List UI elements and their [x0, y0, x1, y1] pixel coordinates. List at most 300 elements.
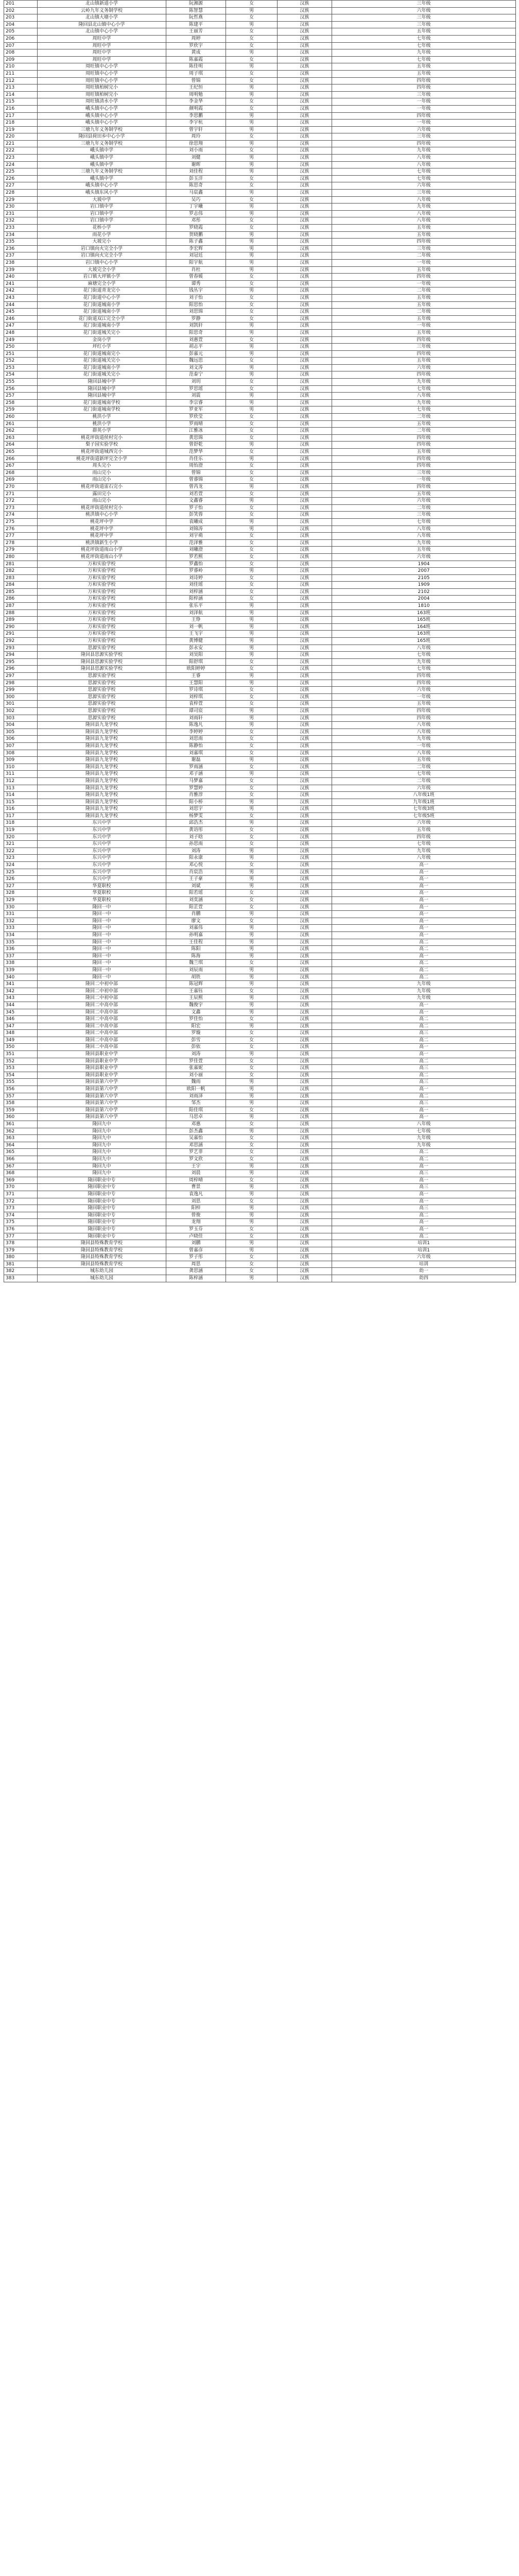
cell-name: 邹杰: [166, 1100, 226, 1107]
cell-sex: 男: [226, 1275, 278, 1282]
cell-sex: 男: [226, 638, 278, 645]
cell-school: 三塘九年义务制学校: [38, 126, 166, 133]
cell-no: 248: [4, 329, 38, 336]
cell-no: 246: [4, 315, 38, 323]
cell-sex: 男: [226, 799, 278, 806]
table-row: [4, 1142, 516, 1149]
table-row: [4, 259, 516, 266]
cell-no: 349: [4, 1037, 38, 1044]
cell-name: 罗鑫怡: [166, 561, 226, 568]
cell-school: 隆回九中: [38, 1142, 166, 1149]
cell-ethnicity: 汉族: [278, 1170, 332, 1177]
cell-sex: 男: [226, 399, 278, 406]
cell-sex: 女: [226, 596, 278, 603]
table-row: [4, 1177, 516, 1184]
cell-no: 250: [4, 344, 38, 351]
cell-name: 周玲: [166, 133, 226, 141]
cell-school: 花门街道城关完小: [38, 371, 166, 379]
table-row: [4, 252, 516, 260]
cell-no: 340: [4, 974, 38, 981]
cell-school: 思源实验学校: [38, 707, 166, 715]
cell-sex: 女: [226, 1044, 278, 1051]
cell-sex: 女: [226, 504, 278, 512]
cell-grade: 三年级: [332, 512, 516, 519]
table-row: [4, 967, 516, 974]
cell-sex: 女: [226, 834, 278, 841]
cell-grade: 三年级: [332, 91, 516, 98]
cell-school: 露田完小: [38, 490, 166, 498]
cell-ethnicity: 汉族: [278, 1212, 332, 1219]
cell-grade: 五年级: [332, 225, 516, 232]
table-row: [4, 539, 516, 547]
cell-ethnicity: 汉族: [278, 63, 332, 71]
cell-no: 296: [4, 666, 38, 673]
cell-grade: 高二: [332, 1093, 516, 1100]
cell-name: 刘宇萌: [166, 533, 226, 540]
cell-no: 273: [4, 504, 38, 512]
cell-grade: 一年级: [332, 280, 516, 287]
cell-ethnicity: 汉族: [278, 1058, 332, 1065]
cell-no: 241: [4, 280, 38, 287]
cell-ethnicity: 汉族: [278, 687, 332, 694]
cell-school: 花门街道城南小学: [38, 301, 166, 309]
cell-school: 三塘九年义务制学校: [38, 140, 166, 147]
cell-sex: 男: [226, 631, 278, 638]
cell-name: 刘思雨: [166, 736, 226, 743]
cell-school: 城东幼儿园: [38, 1275, 166, 1282]
table-row: [4, 911, 516, 918]
cell-ethnicity: 汉族: [278, 259, 332, 266]
cell-school: 隆回九中: [38, 1149, 166, 1156]
cell-no: 226: [4, 175, 38, 182]
cell-grade: 九年级: [332, 539, 516, 547]
cell-no: 344: [4, 1002, 38, 1009]
cell-school: 花门街道城南小学: [38, 323, 166, 330]
cell-ethnicity: 汉族: [278, 750, 332, 757]
table-row: [4, 126, 516, 133]
cell-name: 王铮: [166, 617, 226, 624]
cell-ethnicity: 汉族: [278, 658, 332, 666]
cell-school: 隆回县第六中学: [38, 1107, 166, 1114]
cell-no: 295: [4, 658, 38, 666]
cell-name: 杨梦雯: [166, 812, 226, 820]
cell-school: 东兴中学: [38, 855, 166, 862]
cell-name: 阳宏: [166, 1023, 226, 1030]
table-body: [4, 1, 516, 1282]
cell-ethnicity: 汉族: [278, 1023, 332, 1030]
table-row: [4, 1107, 516, 1114]
cell-ethnicity: 汉族: [278, 827, 332, 834]
cell-name: 刘嘉琪: [166, 750, 226, 757]
cell-school: 隆回九中: [38, 1121, 166, 1128]
table-row: [4, 771, 516, 778]
cell-grade: 二年级: [332, 252, 516, 260]
cell-name: 王睿: [166, 673, 226, 680]
cell-grade: 163班: [332, 609, 516, 617]
cell-no: 243: [4, 294, 38, 301]
cell-sex: 女: [226, 897, 278, 904]
cell-name: 刘一帆: [166, 623, 226, 631]
cell-name: 陈思奇: [166, 182, 226, 190]
table-row: [4, 91, 516, 98]
cell-grade: 一年级: [332, 98, 516, 106]
cell-sex: 女: [226, 1121, 278, 1128]
table-row: [4, 414, 516, 421]
cell-name: 曾睿锦: [166, 477, 226, 484]
cell-school: 北山镇中心小学: [38, 28, 166, 36]
cell-ethnicity: 汉族: [278, 1177, 332, 1184]
cell-grade: 七年级: [332, 666, 516, 673]
cell-name: 彭雪: [166, 1037, 226, 1044]
cell-no: 338: [4, 960, 38, 967]
cell-grade: 五年级: [332, 28, 516, 36]
cell-grade: 九年级: [332, 736, 516, 743]
cell-grade: 六年级: [332, 182, 516, 190]
cell-ethnicity: 汉族: [278, 742, 332, 750]
cell-school: 大坡完小: [38, 239, 166, 246]
table-row: [4, 147, 516, 155]
cell-ethnicity: 汉族: [278, 414, 332, 421]
cell-grade: 164班: [332, 623, 516, 631]
cell-ethnicity: 汉族: [278, 105, 332, 112]
cell-school: 隆回县九龙学校: [38, 722, 166, 729]
cell-no: 253: [4, 364, 38, 371]
cell-no: 298: [4, 680, 38, 687]
cell-sex: 男: [226, 190, 278, 197]
cell-school: 峨头镇中学: [38, 175, 166, 182]
cell-name: 黄博健: [166, 638, 226, 645]
cell-ethnicity: 汉族: [278, 434, 332, 442]
cell-no: 202: [4, 7, 38, 14]
cell-no: 211: [4, 70, 38, 77]
cell-school: 东兴中学: [38, 848, 166, 855]
cell-name: 袁曦成: [166, 518, 226, 526]
cell-sex: 男: [226, 722, 278, 729]
cell-sex: 男: [226, 126, 278, 133]
cell-no: 270: [4, 483, 38, 490]
cell-name: 刘冠廷: [166, 252, 226, 260]
cell-sex: 女: [226, 1058, 278, 1065]
cell-ethnicity: 汉族: [278, 91, 332, 98]
cell-ethnicity: 汉族: [278, 812, 332, 820]
table-row: [4, 617, 516, 624]
cell-name: 阳宇航: [166, 259, 226, 266]
cell-sex: 女: [226, 693, 278, 701]
cell-grade: 2102: [332, 588, 516, 596]
cell-ethnicity: 汉族: [278, 112, 332, 120]
cell-grade: 八年级: [332, 1121, 516, 1128]
cell-school: 万和实验学校: [38, 638, 166, 645]
cell-grade: 二年级: [332, 428, 516, 435]
cell-no: 229: [4, 196, 38, 204]
table-row: [4, 175, 516, 182]
cell-sex: 男: [226, 1191, 278, 1198]
cell-no: 321: [4, 841, 38, 848]
cell-grade: 五年级: [332, 266, 516, 274]
cell-sex: 女: [226, 1142, 278, 1149]
cell-no: 362: [4, 1128, 38, 1135]
cell-name: 周子琪: [166, 70, 226, 77]
cell-ethnicity: 汉族: [278, 35, 332, 42]
cell-name: 龚思涵: [166, 1268, 226, 1275]
cell-ethnicity: 汉族: [278, 274, 332, 281]
cell-name: 邓子涵: [166, 771, 226, 778]
cell-sex: 男: [226, 645, 278, 652]
cell-grade: 七年级: [332, 385, 516, 393]
cell-sex: 男: [226, 757, 278, 764]
cell-name: 刘梓涵: [166, 588, 226, 596]
cell-sex: 男: [226, 371, 278, 379]
table-row: [4, 406, 516, 414]
cell-no: 222: [4, 147, 38, 155]
cell-ethnicity: 汉族: [278, 364, 332, 371]
table-row: [4, 1121, 516, 1128]
cell-sex: 女: [226, 1065, 278, 1072]
cell-name: 罗欣宇: [166, 42, 226, 49]
table-row: [4, 1240, 516, 1247]
cell-sex: 女: [226, 1107, 278, 1114]
cell-ethnicity: 汉族: [278, 588, 332, 596]
cell-ethnicity: 汉族: [278, 406, 332, 414]
cell-ethnicity: 汉族: [278, 981, 332, 988]
cell-sex: 男: [226, 1205, 278, 1212]
cell-sex: 女: [226, 133, 278, 141]
cell-grade: 高一: [332, 918, 516, 925]
cell-ethnicity: 汉族: [278, 1247, 332, 1254]
cell-grade: 高一: [332, 883, 516, 890]
cell-no: 237: [4, 252, 38, 260]
cell-grade: 二年级: [332, 504, 516, 512]
cell-no: 227: [4, 182, 38, 190]
cell-grade: 高三: [332, 1065, 516, 1072]
cell-name: 马宸鑫: [166, 190, 226, 197]
cell-grade: 高一: [332, 953, 516, 960]
cell-ethnicity: 汉族: [278, 553, 332, 561]
table-row: [4, 925, 516, 932]
cell-name: 刘子晗: [166, 834, 226, 841]
cell-ethnicity: 汉族: [278, 1163, 332, 1170]
cell-ethnicity: 汉族: [278, 1, 332, 8]
cell-name: 周婷: [166, 35, 226, 42]
table-row: [4, 974, 516, 981]
cell-name: 谭秀: [166, 280, 226, 287]
table-row: [4, 609, 516, 617]
cell-sex: 男: [226, 406, 278, 414]
cell-ethnicity: 汉族: [278, 344, 332, 351]
cell-sex: 女: [226, 1, 278, 8]
cell-name: 谢磊: [166, 757, 226, 764]
table-row: [4, 294, 516, 301]
cell-grade: 高二: [332, 1072, 516, 1079]
table-row: [4, 315, 516, 323]
cell-no: 325: [4, 869, 38, 876]
cell-name: 陈梓涵: [166, 1275, 226, 1282]
cell-name: 胡铁: [166, 974, 226, 981]
cell-no: 306: [4, 736, 38, 743]
cell-ethnicity: 汉族: [278, 1121, 332, 1128]
cell-grade: 三年级: [332, 245, 516, 252]
table-row: [4, 666, 516, 673]
cell-name: 罗思瑶: [166, 385, 226, 393]
cell-sex: 男: [226, 995, 278, 1002]
cell-school: 桃花坪街道雨山小学: [38, 553, 166, 561]
cell-ethnicity: 汉族: [278, 988, 332, 995]
table-row: [4, 736, 516, 743]
cell-school: 周旺镇中心小学: [38, 63, 166, 71]
cell-no: 274: [4, 512, 38, 519]
cell-sex: 男: [226, 364, 278, 371]
cell-grade: 高一: [332, 1107, 516, 1114]
cell-no: 215: [4, 98, 38, 106]
cell-grade: 一年级: [332, 120, 516, 127]
cell-grade: 五年级: [332, 547, 516, 554]
cell-ethnicity: 汉族: [278, 960, 332, 967]
cell-grade: 六年级: [332, 820, 516, 827]
table-row: [4, 1079, 516, 1086]
cell-sex: 女: [226, 420, 278, 428]
table-row: [4, 596, 516, 603]
cell-no: 347: [4, 1023, 38, 1030]
cell-sex: 男: [226, 931, 278, 939]
cell-school: 华夏职校: [38, 897, 166, 904]
cell-sex: 男: [226, 91, 278, 98]
cell-school: 隆回二中高中部: [38, 1037, 166, 1044]
cell-school: 北山镇新道小学: [38, 1, 166, 8]
cell-school: 隆回职业中专: [38, 1198, 166, 1205]
cell-grade: 四年级: [332, 673, 516, 680]
cell-ethnicity: 汉族: [278, 266, 332, 274]
table-row: [4, 953, 516, 960]
cell-school: 花门街道城南小学: [38, 309, 166, 316]
cell-name: 李宇杭: [166, 120, 226, 127]
table-row: [4, 477, 516, 484]
cell-sex: 男: [226, 806, 278, 813]
table-row: [4, 812, 516, 820]
cell-sex: 女: [226, 35, 278, 42]
cell-name: 彭杰鑫: [166, 1128, 226, 1135]
cell-grade: 一年级: [332, 742, 516, 750]
cell-sex: 女: [226, 1037, 278, 1044]
cell-school: 梨子园实验学校: [38, 442, 166, 449]
cell-grade: 高二: [332, 1016, 516, 1023]
cell-grade: 八年级: [332, 728, 516, 736]
cell-no: 224: [4, 161, 38, 168]
cell-grade: 八年级: [332, 645, 516, 652]
cell-school: 周旺镇清水小学: [38, 98, 166, 106]
cell-no: 221: [4, 140, 38, 147]
cell-sex: 女: [226, 582, 278, 589]
cell-no: 318: [4, 820, 38, 827]
cell-grade: 七年级: [332, 652, 516, 659]
cell-no: 336: [4, 946, 38, 953]
cell-name: 李婷婷: [166, 728, 226, 736]
cell-name: 刘小丽: [166, 1072, 226, 1079]
cell-grade: 七年级: [332, 35, 516, 42]
cell-ethnicity: 汉族: [278, 1254, 332, 1261]
cell-name: 魏雨: [166, 1079, 226, 1086]
cell-no: 303: [4, 715, 38, 722]
cell-grade: 165班: [332, 617, 516, 624]
cell-school: 隆回一中: [38, 911, 166, 918]
cell-grade: 高一: [332, 1114, 516, 1121]
cell-ethnicity: 汉族: [278, 133, 332, 141]
cell-ethnicity: 汉族: [278, 645, 332, 652]
cell-grade: 二年级: [332, 287, 516, 295]
cell-grade: 四年级: [332, 455, 516, 463]
cell-no: 329: [4, 897, 38, 904]
cell-sex: 女: [226, 904, 278, 911]
cell-no: 315: [4, 799, 38, 806]
cell-grade: 高三: [332, 1170, 516, 1177]
cell-school: 岩口镇中学: [38, 217, 166, 225]
table-row: [4, 350, 516, 358]
cell-school: 万和实验学校: [38, 603, 166, 610]
cell-grade: 高二: [332, 1149, 516, 1156]
cell-school: 隆回二中高中部: [38, 1023, 166, 1030]
cell-sex: 男: [226, 953, 278, 960]
cell-name: 王辰熙: [166, 995, 226, 1002]
cell-no: 365: [4, 1149, 38, 1156]
cell-school: 花门街道双江完全小学: [38, 315, 166, 323]
cell-grade: 四年级: [332, 834, 516, 841]
table-row: [4, 757, 516, 764]
cell-grade: 幼四: [332, 1275, 516, 1282]
cell-no: 331: [4, 911, 38, 918]
cell-school: 隆回一中: [38, 939, 166, 946]
cell-school: 隆回县荷田乡中心小学: [38, 133, 166, 141]
cell-sex: 女: [226, 728, 278, 736]
cell-name: 李金华: [166, 98, 226, 106]
cell-sex: 男: [226, 974, 278, 981]
cell-sex: 女: [226, 841, 278, 848]
cell-grade: 四年级: [332, 715, 516, 722]
table-row: [4, 217, 516, 225]
cell-ethnicity: 汉族: [278, 841, 332, 848]
cell-no: 383: [4, 1275, 38, 1282]
cell-no: 320: [4, 834, 38, 841]
table-row: [4, 455, 516, 463]
cell-school: 周旺中学: [38, 56, 166, 63]
cell-school: 花门街道城关完小: [38, 358, 166, 365]
cell-school: 桃花坪街道雨山小学: [38, 547, 166, 554]
cell-no: 337: [4, 953, 38, 960]
cell-name: 周梓晴: [166, 1177, 226, 1184]
cell-grade: 高二: [332, 946, 516, 953]
cell-sex: 男: [226, 120, 278, 127]
cell-grade: 高二: [332, 1233, 516, 1240]
cell-ethnicity: 汉族: [278, 1100, 332, 1107]
cell-school: 万和实验学校: [38, 568, 166, 575]
table-row: [4, 133, 516, 141]
cell-ethnicity: 汉族: [278, 777, 332, 785]
cell-grade: 九年级: [332, 988, 516, 995]
cell-grade: 九年级: [332, 204, 516, 211]
cell-name: 胡志平: [166, 344, 226, 351]
cell-ethnicity: 汉族: [278, 603, 332, 610]
table-row: [4, 1135, 516, 1142]
cell-no: 201: [4, 1, 38, 8]
cell-ethnicity: 汉族: [278, 539, 332, 547]
cell-ethnicity: 汉族: [278, 1219, 332, 1226]
cell-no: 258: [4, 399, 38, 406]
cell-no: 244: [4, 301, 38, 309]
cell-no: 228: [4, 190, 38, 197]
cell-sex: 女: [226, 301, 278, 309]
table-row: [4, 56, 516, 63]
cell-school: 隆回县九龙学校: [38, 757, 166, 764]
cell-school: 桃花坪街道城西完小: [38, 449, 166, 456]
cell-ethnicity: 汉族: [278, 728, 332, 736]
